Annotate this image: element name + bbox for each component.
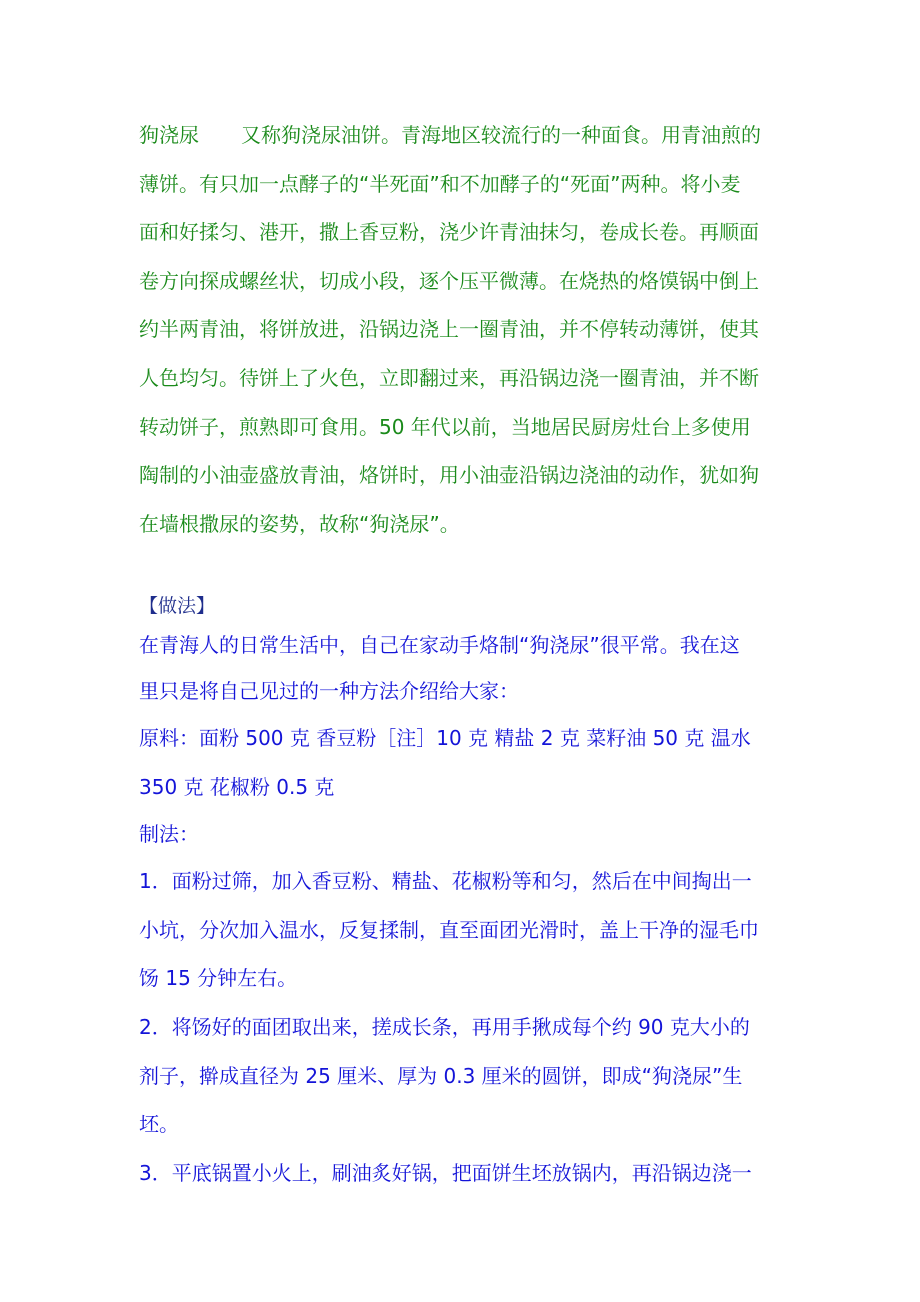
intro-line: 约半两青油，将饼放进，沿锅边浇上一圈青油，并不停转动薄饼，使其 xyxy=(139,317,759,342)
step-line: 小坑，分次加入温水，反复揉制，直至面团光滑时，盖上干净的湿毛巾 xyxy=(139,917,759,942)
intro-line: 薄饼。有只加一点酵子的“半死面”和不加酵子的“死面”两种。将小麦 xyxy=(139,171,741,196)
intro-line: 人色均匀。待饼上了火色，立即翻过来，再沿锅边浇一圈青油，并不断 xyxy=(139,365,759,390)
step-line: 饧 15 分钟左右。 xyxy=(139,966,298,991)
ingredients-line: 350 克 花椒粉 0.5 克 xyxy=(139,774,335,799)
method-line: 里只是将自己见过的一种方法介绍给大家： xyxy=(139,679,519,703)
intro-line: 狗浇尿 又称狗浇尿油饼。青海地区较流行的一种面食。用青油煎的 xyxy=(139,123,761,147)
intro-line: 陶制的小油壶盛放青油，烙饼时，用小油壶沿锅边浇油的动作，犹如狗 xyxy=(139,463,759,488)
step-line: 1．面粉过筛，加入香豆粉、精盐、花椒粉等和匀，然后在中间掏出一 xyxy=(139,869,752,894)
intro-section xyxy=(139,111,789,548)
intro-line: 转动饼子，煎熟即可食用。50 年代以前，当地居民厨房灶台上多使用 xyxy=(139,414,751,439)
entry-title: 狗浇尿 xyxy=(139,123,199,147)
step-line: 坯。 xyxy=(139,1112,179,1137)
step-line: 3．平底锅置小火上，刷油炙好锅，把面饼生坯放锅内，再沿锅边浇一 xyxy=(139,1160,752,1185)
method-section xyxy=(139,590,789,1197)
intro-line: 卷方向探成螺丝状，切成小段，逐个压平微薄。在烧热的烙馍锅中倒上 xyxy=(139,268,759,293)
intro-line: 面和好揉匀、港开，撒上香豆粉，浇少许青油抹匀，卷成长卷。再顺面 xyxy=(139,220,759,245)
step-line: 剂子，擀成直径为 25 厘米、厚为 0.3 厘米的圆饼，即成“狗浇尿”生 xyxy=(139,1063,743,1088)
method-heading: 【做法】 xyxy=(139,595,216,617)
steps-label: 制法： xyxy=(139,822,199,847)
step-line: 2．将饧好的面团取出来，搓成长条，再用手揪成每个约 90 克大小的 xyxy=(139,1014,750,1039)
method-line: 在青海人的日常生活中，自己在家动手烙制“狗浇尿”很平常。我在这 xyxy=(139,633,740,657)
ingredients-line: 原料：面粉 500 克 香豆粉［注］10 克 精盐 2 克 菜籽油 50 克 温水 xyxy=(139,726,751,750)
intro-line: 在墙根撒尿的姿势，故称“狗浇尿”。 xyxy=(139,511,460,536)
